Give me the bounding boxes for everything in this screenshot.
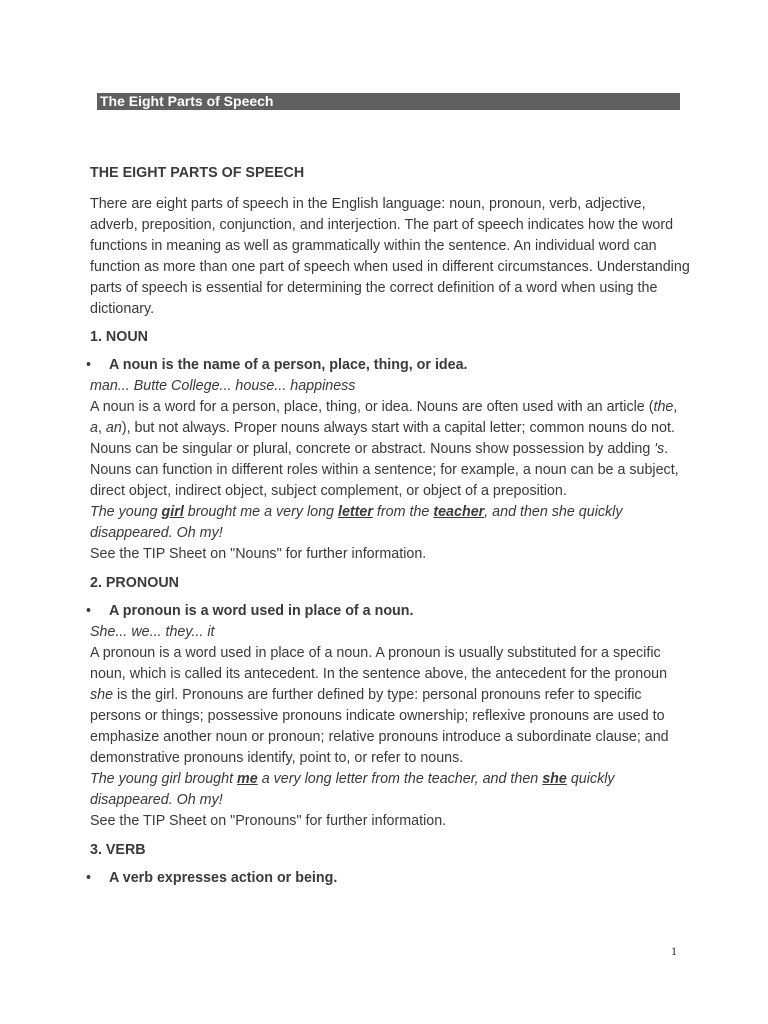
keyword-girl: girl xyxy=(161,504,184,520)
keyword-letter: letter xyxy=(337,504,373,520)
noun-example-sentence: The young girl brought me a very long letter from the teacher, and then she quickly disappeared. Oh my! xyxy=(90,504,623,541)
keyword-teacher: teacher xyxy=(433,504,485,520)
verb-bullet xyxy=(86,868,690,889)
noun-heading: 1. NOUN xyxy=(90,329,148,345)
noun-tip: See the TIP Sheet on "Nouns" for further information. xyxy=(90,546,427,562)
page-number: 1 xyxy=(671,944,677,958)
document-title: THE EIGHT PARTS OF SPEECH xyxy=(90,165,305,181)
pronoun-description: A pronoun is a word used in place of a noun. A pronoun is usually substituted for a specific noun, which is called its antecedent. In the sentence above, the antecedent for the pronoun she is the girl. Pronouns are further defined by type: personal pronouns refer to specific persons or things; possessive pronouns indicate ownership; reflexive pronouns are used to emphasize another noun or pronoun; relative pronouns introduce a subordinate clause; and demonstrative pronouns identify, point to, or refer to nouns. xyxy=(90,645,669,766)
pronoun-examples: She... we... they... it xyxy=(90,624,215,640)
bullet-icon: • xyxy=(86,357,92,373)
noun-bullet xyxy=(86,355,690,376)
header-bar xyxy=(97,93,680,110)
verb-bullet-text: A verb expresses action or being. xyxy=(109,870,338,886)
noun-description: A noun is a word for a person, place, thing, or idea. Nouns are often used with an article (the, a, an), but not always. Proper nouns always start with a capital letter; common nouns do not. Nouns can be singular or plural, concrete or abstract. Nouns show possession by adding 's. Nouns can function in different roles within a sentence; for example, a noun can be a subject, direct object, indirect object, subject complement, or object of a preposition. xyxy=(90,399,679,499)
pronoun-heading: 2. PRONOUN xyxy=(90,575,179,591)
pronoun-example-sentence: The young girl brought me a very long letter from the teacher, and then she quickly disappeared. Oh my! xyxy=(90,771,615,808)
keyword-me: me xyxy=(237,771,258,787)
keyword-she: she xyxy=(542,771,567,787)
header-bar-text: The Eight Parts of Speech xyxy=(100,93,274,109)
verb-heading: 3. VERB xyxy=(90,842,146,858)
document-body xyxy=(86,160,690,889)
pronoun-tip: See the TIP Sheet on "Pronouns" for further information. xyxy=(90,813,447,829)
intro-paragraph: There are eight parts of speech in the English language: noun, pronoun, verb, adjective, adverb, preposition, conjunction, and interjection. The part of speech indicates how the word functions in meaning as well as grammatically within the sentence. An individual word can function as more than one part of speech when used in different circumstances. Understanding parts of speech is essential for determining the correct definition of a word when using the dictionary. xyxy=(90,196,690,317)
bullet-icon: • xyxy=(86,603,92,619)
bullet-icon: • xyxy=(86,870,92,886)
noun-examples: man... Butte College... house... happiness xyxy=(90,378,356,394)
noun-bullet-text: A noun is the name of a person, place, thing, or idea. xyxy=(109,357,468,373)
pronoun-bullet xyxy=(86,601,690,622)
pronoun-bullet-text: A pronoun is a word used in place of a noun. xyxy=(109,603,414,619)
